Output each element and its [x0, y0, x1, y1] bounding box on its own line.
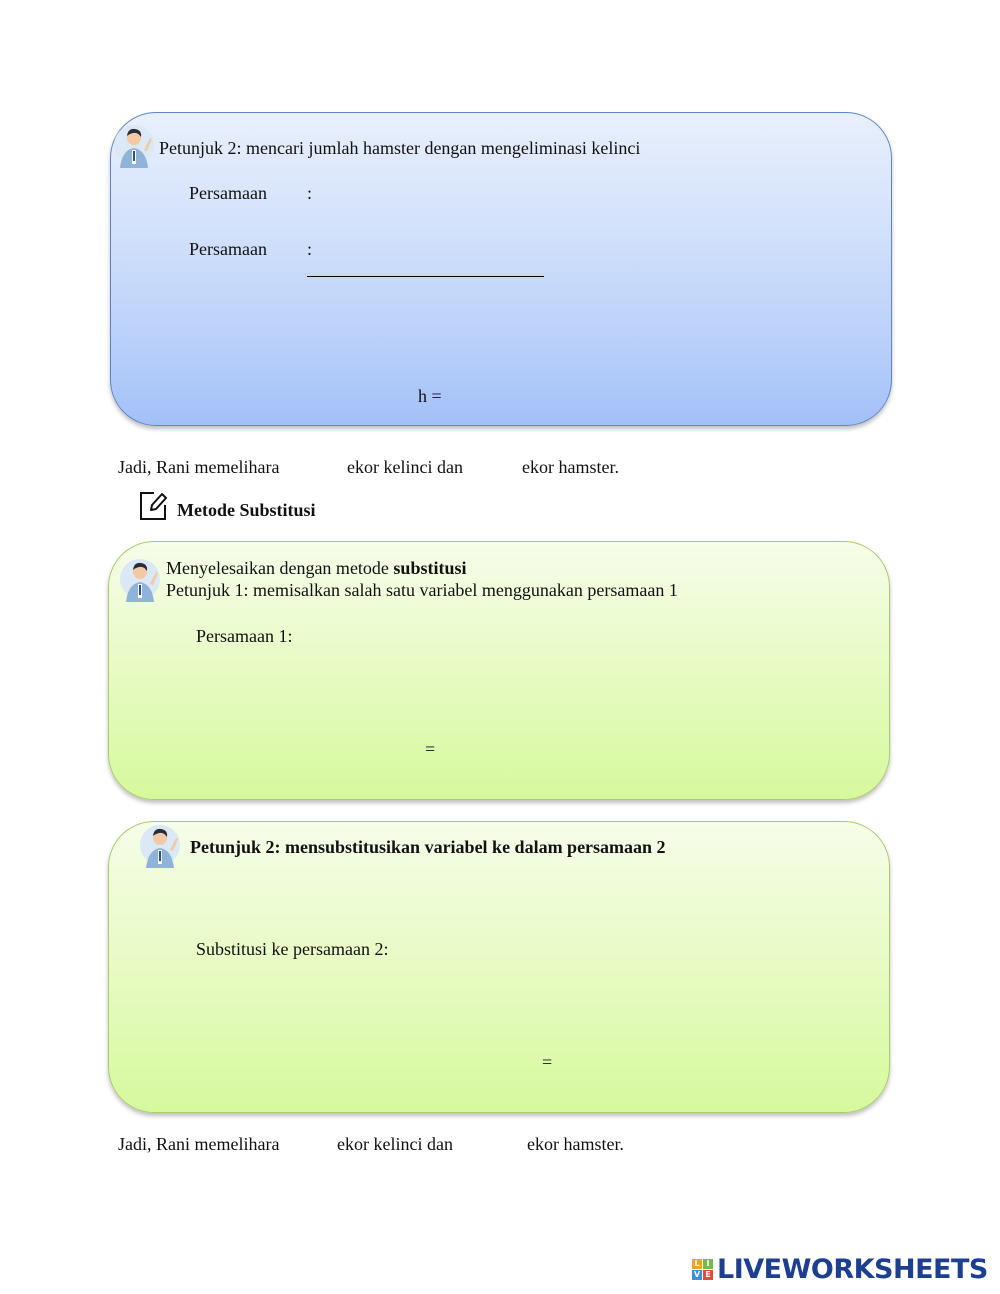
equation-label-2: Persamaan [189, 239, 267, 259]
hamster-result: h = [418, 386, 442, 406]
conclusion-2-part1: Jadi, Rani memelihara [118, 1134, 280, 1154]
conclusion-1-part2: ekor kelinci dan [347, 457, 463, 477]
conclusion-1-part1: Jadi, Rani memelihara [118, 457, 280, 477]
equation-colon-2: : [307, 239, 313, 259]
method-intro: Menyelesaikan dengan metode substitusi [166, 558, 467, 578]
brand-name: LIVEWORKSHEETS [717, 1253, 988, 1285]
teacher-icon [120, 554, 162, 604]
liveworksheets-logo[interactable] [692, 1252, 988, 1286]
liveworksheets-logo-icon: L I V E [692, 1259, 713, 1280]
teacher-icon [140, 820, 182, 870]
hint-2-substitusi-title: Petunjuk 2: mensubstitusikan variabel ke dalam persamaan 2 [190, 837, 666, 857]
eliminasi-hint-box [110, 112, 892, 426]
section-heading: Metode Substitusi [177, 500, 316, 520]
hint-2-title: Petunjuk 2: mencari jumlah hamster dengan mengeliminasi kelinci [159, 138, 641, 158]
edit-icon [138, 489, 168, 521]
conclusion-2-part3: ekor hamster. [527, 1134, 624, 1154]
substitution-label: Substitusi ke persamaan 2: [196, 939, 389, 959]
substitusi-hint-box-2 [108, 821, 890, 1113]
hint-1-title: Petunjuk 1: memisalkan salah satu variabel menggunakan persamaan 1 [166, 580, 678, 600]
teacher-icon [114, 120, 156, 170]
conclusion-1-part3: ekor hamster. [522, 457, 619, 477]
equals-sign-2: = [542, 1052, 553, 1072]
equation-label-1: Persamaan [189, 183, 267, 203]
equation-colon-1: : [307, 183, 313, 203]
equals-sign-1: = [425, 739, 436, 759]
equation-1-label: Persamaan 1: [196, 626, 293, 646]
conclusion-2-part2: ekor kelinci dan [337, 1134, 453, 1154]
subtraction-line [307, 276, 544, 277]
